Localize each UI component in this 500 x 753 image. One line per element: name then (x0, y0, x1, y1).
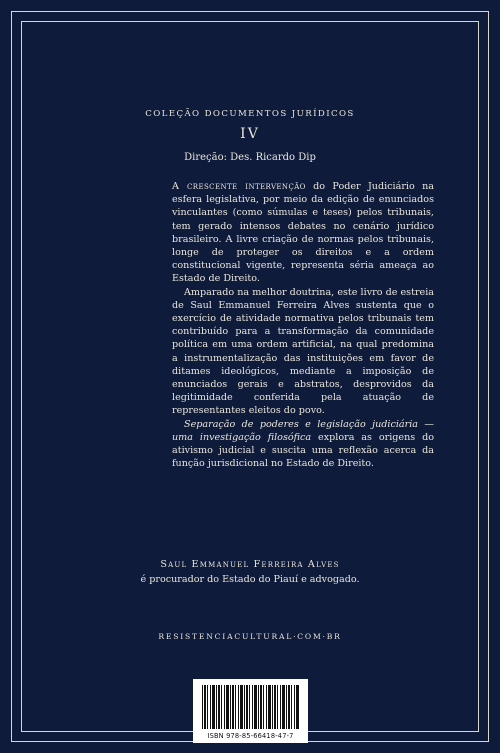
blurb-paragraph-1 (172, 180, 434, 286)
author-bio: é procurador do Estado do Piauí e advogado. (140, 574, 360, 585)
blurb-paragraph-3-text: explora as origens do ativismo judicial e suscita uma reflexão acerca da função jurisdicional no Estado de Direito. (172, 431, 434, 470)
back-cover-content (33, 0, 467, 753)
volume-number: IV (240, 126, 260, 142)
blurb (172, 180, 434, 470)
blurb-paragraph-2: Amparado na melhor doutrina, este livro de estreia de Saul Emmanuel Ferreira Alves sustenta que o exercício de atividade normativa pelos tribunais tem contribuído para a transformação da comunidade política em uma ordem artificial, na qual predomina a instrumentalização das instituições em favor de ditames ideológicos, mediante a imposição de enunciados gerais e abstratos, desprovidos da legitimidade conferida pela atuação de representantes eleitos do povo. (172, 286, 434, 417)
series-direction: Direção: Des. Ricardo Dip (184, 152, 316, 163)
author-name: Saul Emmanuel Ferreira Alves (160, 559, 340, 570)
series-title: COLEÇÃO DOCUMENTOS JURÍDICOS (145, 109, 355, 119)
isbn-number: ISBN 978-85-66418-47-7 (207, 732, 294, 740)
blurb-paragraph-3 (172, 418, 434, 471)
blurb-lead: A crescente intervenção (172, 181, 306, 192)
publisher-website: RESISTENCIACULTURAL·COM·BR (158, 632, 342, 641)
barcode-icon (202, 685, 299, 729)
blurb-paragraph-1-text: do Poder Judiciário na esfera legislativa, por meio da edição de enunciados vinculantes (como súmulas e teses) pelos tribunais, tem gerado intensos debates no cenário jurídico brasileiro. A livre criação de normas pelos tribunais, longe de proteger os direitos e a ordem constitucional vigente, representa séria ameaça ao Estado de Direito. (172, 181, 434, 285)
book-title: Separação de poderes e legislação judiciária — uma investigação filosófica (172, 418, 434, 443)
barcode-label (193, 679, 308, 743)
